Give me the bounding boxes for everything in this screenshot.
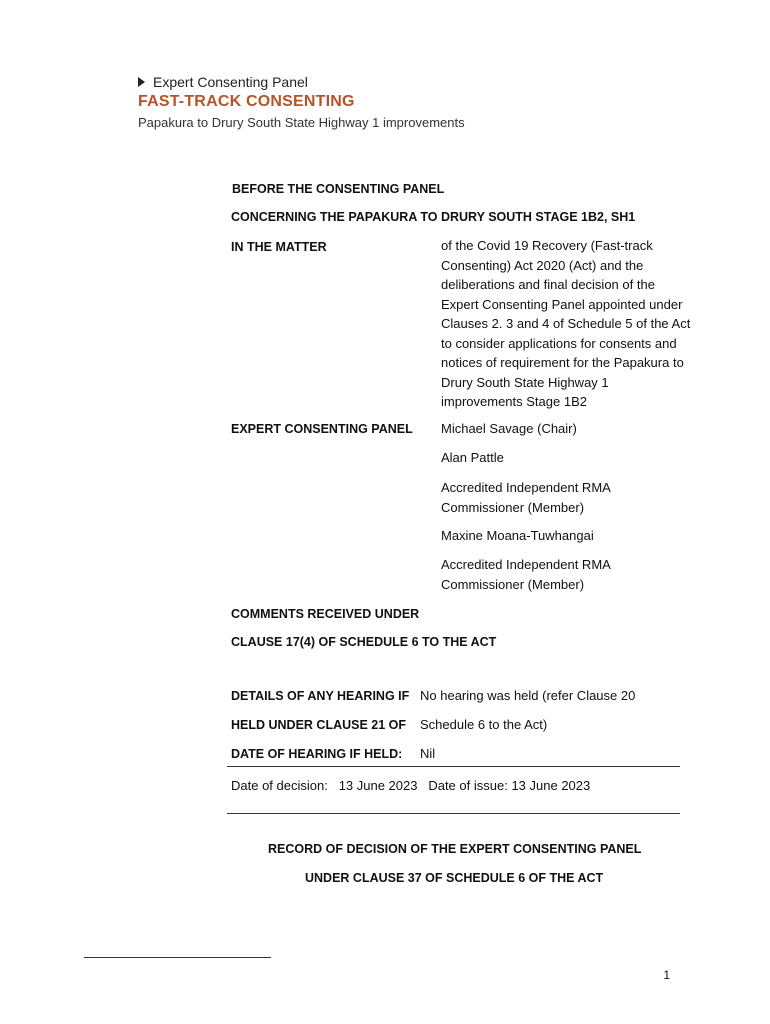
page-title: FAST-TRACK CONSENTING [138, 93, 355, 110]
date-hearing-label: DATE OF HEARING IF HELD: [231, 747, 403, 761]
before-heading: BEFORE THE CONSENTING PANEL [232, 182, 445, 196]
concerning-heading: CONCERNING THE PAPAKURA TO DRURY SOUTH STAGE 1B2, SH1 [231, 210, 636, 224]
page-number: 1 [663, 968, 670, 982]
divider-bottom [227, 813, 680, 814]
member-3-role: Accredited Independent RMA Commissioner (Member) [441, 557, 611, 592]
comments-heading-1: COMMENTS RECEIVED UNDER [231, 607, 420, 621]
hearing-label-1: DETAILS OF ANY HEARING IF [231, 689, 410, 703]
member-3: Maxine Moana-Tuwhangai [441, 528, 594, 543]
decision-dates [231, 776, 590, 796]
hearing-value-2: Schedule 6 to the Act) [420, 717, 548, 732]
page-subtitle: Papakura to Drury South State Highway 1 improvements [138, 115, 465, 130]
panel-members-label: EXPERT CONSENTING PANEL [231, 422, 413, 436]
triangle-right-icon [138, 77, 145, 87]
date-of-decision-label: Date of decision: [231, 778, 328, 793]
in-the-matter-text: of the Covid 19 Recovery (Fast-track Consenting) Act 2020 (Act) and the deliberations and final decision of the Expert Consenting Panel appointed under Clauses 2. 3 and 4 of Schedule 5 of the Act to consider applications for consents and notices of requirement for the Papakura to Drury South State Highway 1 improvements Stage 1B2 [441, 238, 691, 409]
date-of-issue-label: Date of issue: [428, 778, 508, 793]
date-of-decision-value: 13 June 2023 [338, 778, 418, 793]
date-hearing-value: Nil [420, 746, 436, 761]
member-2: Alan Pattle [441, 450, 504, 465]
divider-top [227, 766, 680, 767]
record-heading-1: RECORD OF DECISION OF THE EXPERT CONSENTING PANEL [268, 842, 642, 856]
date-of-issue-value: 13 June 2023 [511, 778, 591, 793]
hearing-value-1: No hearing was held (refer Clause 20 [420, 688, 636, 703]
panel-label-text: Expert Consenting Panel [153, 74, 308, 90]
panel-label [138, 74, 308, 90]
member-2-role: Accredited Independent RMA Commissioner (Member) [441, 480, 611, 515]
footnote-separator [84, 957, 271, 958]
in-the-matter-label: IN THE MATTER [231, 240, 327, 254]
member-chair: Michael Savage (Chair) [441, 421, 577, 436]
comments-heading-2: CLAUSE 17(4) OF SCHEDULE 6 TO THE ACT [231, 635, 497, 649]
hearing-label-2: HELD UNDER CLAUSE 21 OF [231, 718, 407, 732]
record-heading-2: UNDER CLAUSE 37 OF SCHEDULE 6 OF THE ACT [305, 871, 604, 885]
